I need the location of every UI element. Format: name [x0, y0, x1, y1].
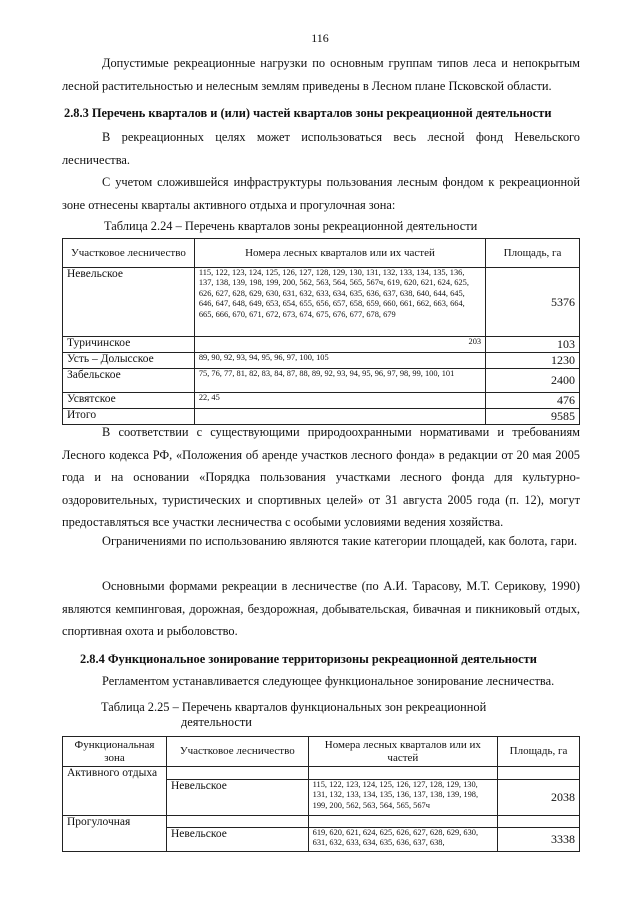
column-header-quarters: Номера лесных кварталов или их частей: [308, 737, 497, 767]
empty-cell: [498, 816, 580, 828]
empty-cell: [166, 816, 308, 828]
quarter-numbers: 89, 90, 92, 93, 94, 95, 96, 97, 100, 105: [194, 353, 485, 369]
quarter-numbers: 619, 620, 621, 624, 625, 626, 627, 628, 629, 630, 631, 632, 633, 634, 635, 636, 637, 638,: [308, 828, 497, 852]
intro-paragraph: Допустимые рекреационные нагрузки по основным группам типов леса и непокрытым лесной растительностью и нелесным землям приведены в Лесном плане Псковской области.: [62, 56, 580, 93]
column-header-area: Площадь, га: [498, 737, 580, 767]
forestry-name: Невельское: [166, 828, 308, 852]
section-heading-2-8-3: 2.8.3 Перечень кварталов и (или) частей кварталов зоны рекреационной деятельности: [64, 106, 552, 120]
table-row: [63, 268, 580, 337]
section-2-8-4-paragraph-1: Регламентом устанавливается следующее функциональное зонирование лесничества.: [102, 674, 555, 688]
area-value: 3338: [498, 828, 580, 852]
table-2-24: [62, 238, 580, 425]
total-label: Итого: [63, 409, 195, 425]
quarter-numbers: 22, 45: [194, 393, 485, 409]
quarter-numbers: 75, 76, 77, 81, 82, 83, 84, 87, 88, 89, 92, 93, 94, 95, 96, 97, 98, 99, 100, 101: [194, 369, 485, 393]
section-2-8-3-paragraph-5: Основными формами рекреации в лесничестве (по А.И. Тарасову, М.Т. Серикову, 1990) являются кемпинговая, дорожная, бездорожная, добывательская, бивачная и пикниковый отдых, спортивная охота и рыболовство.: [62, 579, 580, 639]
table-header-row: [63, 737, 580, 767]
table-2-25-caption: [101, 700, 486, 730]
page-number: 116: [311, 31, 329, 45]
quarter-numbers: 203: [194, 337, 485, 353]
forestry-name: Туричинское: [63, 337, 195, 353]
table-2-25-caption-line-2: деятельности: [181, 715, 252, 729]
area-value: 2400: [486, 369, 580, 393]
forestry-name: Усвятское: [63, 393, 195, 409]
table-2-24-caption: Таблица 2.24 – Перечень кварталов зоны рекреационной деятельности: [104, 219, 478, 233]
table-row: [63, 337, 580, 353]
zone-name: Прогулочная: [63, 816, 167, 852]
column-header-quarters: Номера лесных кварталов или их частей: [194, 239, 485, 268]
forestry-name: Невельское: [63, 268, 195, 337]
quarter-numbers: 115, 122, 123, 124, 125, 126, 127, 128, 129, 130, 131, 132, 133, 134, 135, 136, 137, 138, 139, 198, 199, 200, 562, 563, 564, 565, 567ч, 619, 620, 621, 624, 625, 626, 627, 628, 629, 630, 631, 632, 633, 634, 635, 636, 637, 638, 640, 644, 645, 646, 647, 648, 649, 653, 654, 655, 656, 657, 658, 659, 660, 661, 662, 663, 664, 665, 666, 670, 671, 672, 673, 674, 675, 676, 677, 678, 679: [194, 268, 485, 337]
table-2-25-caption-line-1: Таблица 2.25 – Перечень кварталов функциональных зон рекреационной: [101, 700, 487, 714]
table-2-25: [62, 736, 580, 852]
area-value: 2038: [498, 780, 580, 816]
table-row: [63, 353, 580, 369]
table-row: [63, 369, 580, 393]
quarter-numbers: 115, 122, 123, 124, 125, 126, 127, 128, 129, 130, 131, 132, 133, 134, 135, 136, 137, 138, 139, 198, 199, 200, 562, 563, 564, 565, 567ч: [308, 780, 497, 816]
table-header-row: [63, 239, 580, 268]
column-header-area: Площадь, га: [486, 239, 580, 268]
column-header-forestry: Участковое лесничество: [166, 737, 308, 767]
empty-cell: [308, 816, 497, 828]
section-2-8-3-paragraph-1: В рекреационных целях может использоваться весь лесной фонд Невельского лесничества.: [62, 130, 580, 167]
forestry-name: Невельское: [166, 780, 308, 816]
zone-name: Активного отдыха: [63, 767, 167, 816]
empty-cell: [308, 767, 497, 780]
area-value: 5376: [486, 268, 580, 337]
total-area-value: 9585: [486, 409, 580, 425]
area-value: 1230: [486, 353, 580, 369]
area-value: 476: [486, 393, 580, 409]
forestry-name: Усть – Долысское: [63, 353, 195, 369]
section-heading-2-8-4: 2.8.4 Функциональное зонирование территоризоны рекреационной деятельности: [80, 652, 537, 666]
section-2-8-3-paragraph-3: В соответствии с существующими природоохранными нормативами и требованиям Лесного кодекса РФ, «Положения об аренде участков лесного фонда» в редакции от 20 мая 2005 года и на основании «Порядка пользования участками лесного фонда для культурно-оздоровительных, туристических и спортивных целей» от 31 августа 2005 года (п. 12), могут предоставляться все участки лесничества с особыми условиями ведения хозяйства.: [62, 425, 580, 530]
empty-cell: [498, 767, 580, 780]
forestry-name: Забельское: [63, 369, 195, 393]
column-header-zone: Функциональная зона: [63, 737, 167, 767]
table-row: [63, 767, 580, 780]
area-value: 103: [486, 337, 580, 353]
table-row: [63, 816, 580, 828]
column-header-forestry: Участковое лесничество: [63, 239, 195, 268]
section-2-8-3-paragraph-2: С учетом сложившейся инфраструктуры пользования лесным фондом к рекреационной зоне отнесены кварталы активного отдыха и прогулочная зона:: [62, 175, 580, 212]
section-2-8-3-paragraph-4: Ограничениями по использованию являются такие категории площадей, как болота, гари.: [102, 534, 578, 548]
table-row: [63, 393, 580, 409]
empty-cell: [166, 767, 308, 780]
